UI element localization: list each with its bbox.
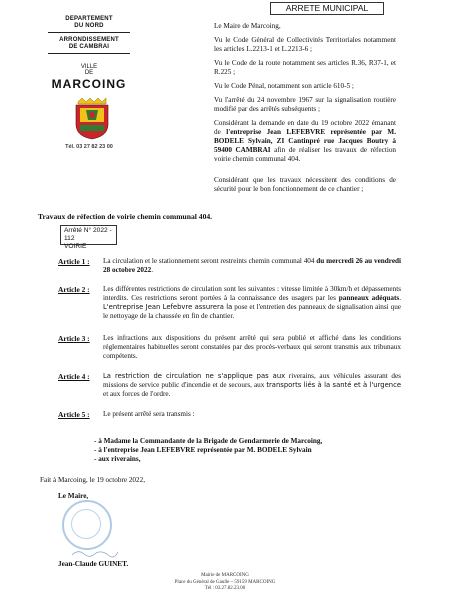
signatory-name: Jean-Claude GUINET. — [58, 560, 129, 568]
article-3-label: Article 3 : — [58, 334, 90, 343]
article-4-text-d: et aux forces de l'ordre. — [103, 390, 171, 398]
header-divider — [48, 32, 130, 33]
article-2-panneaux: panneaux adéquats — [338, 294, 400, 302]
article-2-text-a: Les différentes restrictions de circulation sont les suivantes : vitesse limitée à 30km/h et dépassements interdits. Ces restrictions seront portées à la connaissance des usagers par les — [103, 285, 401, 302]
article-4-text-a: La restriction de circulation ne s'applique pas aux — [103, 372, 286, 380]
dept-line2: DU NORD — [74, 23, 104, 29]
article-1-text-c: . — [151, 266, 153, 274]
article-1-text-a: La circulation et le stationnement seront restreints chemin communal 404 — [103, 257, 317, 265]
footer-address: Place du Général de Gaulle – 59159 MARCOING — [174, 579, 276, 585]
municipality-header — [44, 16, 134, 91]
article-4-text — [103, 372, 401, 399]
ville-de: DE — [84, 70, 94, 76]
arr-line1: ARRONDISSEMENT — [59, 37, 119, 43]
ville-name: MARCOING — [51, 77, 127, 91]
header-divider — [48, 53, 130, 54]
handwritten-signature-icon — [70, 548, 120, 558]
article-2-text-c: . — [399, 294, 401, 302]
preamble-maire: Le Maire de Marcoing, — [214, 22, 281, 30]
official-stamp-inner — [71, 509, 101, 539]
article-2-entreprise: L'entreprise Jean Lefebvre assurera la — [103, 303, 233, 311]
recipient-entreprise-text: - à l'entreprise Jean LEFEBVRE représentée par M. BODELE Sylvain — [94, 446, 312, 454]
arrete-number: Arrêté N° 2022 - 112 — [64, 227, 112, 242]
dept-line1: DEPARTEMENT — [65, 16, 113, 22]
arrete-reference-box — [60, 225, 117, 250]
article-4-text-b: riverains, aux véhicules assurant des missions de service public d'incendie et de secours, aux — [103, 372, 401, 389]
footer-telephone: Tél : 03.27.82.23.00 — [204, 586, 246, 591]
article-4-text-c: transports liés à la santé et à l'urgence — [266, 381, 401, 389]
arr-line2: DE CAMBRAI — [68, 44, 110, 50]
recipient-riverains-text: - aux riverains, — [94, 455, 141, 463]
recipient-riverains — [94, 455, 394, 464]
recipient-gendarmerie — [94, 437, 394, 446]
article-2-label: Article 2 : — [58, 285, 90, 294]
arrete-category: VOIRIE — [64, 243, 87, 250]
coat-of-arms-icon — [72, 96, 112, 140]
date-place-line: Fait à Marcoing, le 19 octobre 2022, — [40, 476, 145, 484]
recipient-entreprise — [94, 446, 394, 455]
footer-mairie: Mairie de MARCOING — [201, 573, 249, 578]
preamble-demande-a: Considérant la demande en date du 19 octobre 2022 émanant de — [214, 119, 396, 136]
article-2-text-e: pose et l'entretien des panneaux de signalisation ainsi que le nettoyage de la chaussée en fin de chantier. — [103, 303, 401, 320]
article-3-text: Les infractions aux dispositions du présent arrêté qui sera publié et affiché dans les conditions réglementaires habituelles seront constatées par des procès-verbaux qui seront transmis aux tribunaux compétents. — [103, 334, 401, 360]
article-4-label: Article 4 : — [58, 372, 90, 381]
article-1-text — [103, 257, 401, 275]
article-2-text — [103, 285, 401, 321]
preamble-demande — [214, 119, 396, 164]
signature-title: Le Maire, — [58, 492, 89, 500]
recipient-gendarmerie-text: - à Madame la Commandante de la Brigade de Gendarmerie de Marcoing, — [94, 437, 323, 445]
preamble-securite: Considérant que les travaux nécessitent des conditions de sécurité pour le bon fonctionnement de ce chantier ; — [214, 176, 396, 193]
preamble-demande-c: afin de réaliser les travaux de réfection voirie chemin communal 404. — [214, 146, 397, 163]
document-subject: Travaux de réfection de voirie chemin communal 404. — [38, 212, 213, 221]
article-1-label: Article 1 : — [58, 257, 90, 266]
article-5-label: Article 5 : — [58, 410, 90, 419]
ville-label: VILLE — [80, 64, 98, 70]
preamble-cgct: Vu le Code Général de Collectivités Territoriales notamment les articles L.2213-1 et L.2213-6 ; — [214, 36, 396, 53]
preamble-arrete-1967: Vu l'arrêté du 24 novembre 1967 sur la signalisation routière modifié par des arrêtés subséquents ; — [214, 96, 396, 113]
page-footer — [120, 573, 330, 593]
preamble-demande-company: l'entreprise Jean LEFEBVRE représentée par M. BODELE Sylvain, ZI Cantinpré rue Jacques Boutry à 59400 CAMBRAI — [214, 128, 396, 154]
document-type-box: ARRETE MUNICIPAL — [270, 2, 384, 15]
article-1-dates: du mercredi 26 au vendredi 28 octobre 2022 — [103, 257, 402, 274]
preamble-code-penal: Vu le Code Pénal, notamment son article 610-5 ; — [214, 82, 354, 90]
preamble-code-route: Vu le Code de la route notamment ses articles R.36, R37-1, et R.225 ; — [214, 59, 396, 76]
article-5-text: Le présent arrêté sera transmis : — [103, 410, 195, 418]
header-telephone: Tél. 03 27 82 23 00 — [65, 144, 113, 150]
